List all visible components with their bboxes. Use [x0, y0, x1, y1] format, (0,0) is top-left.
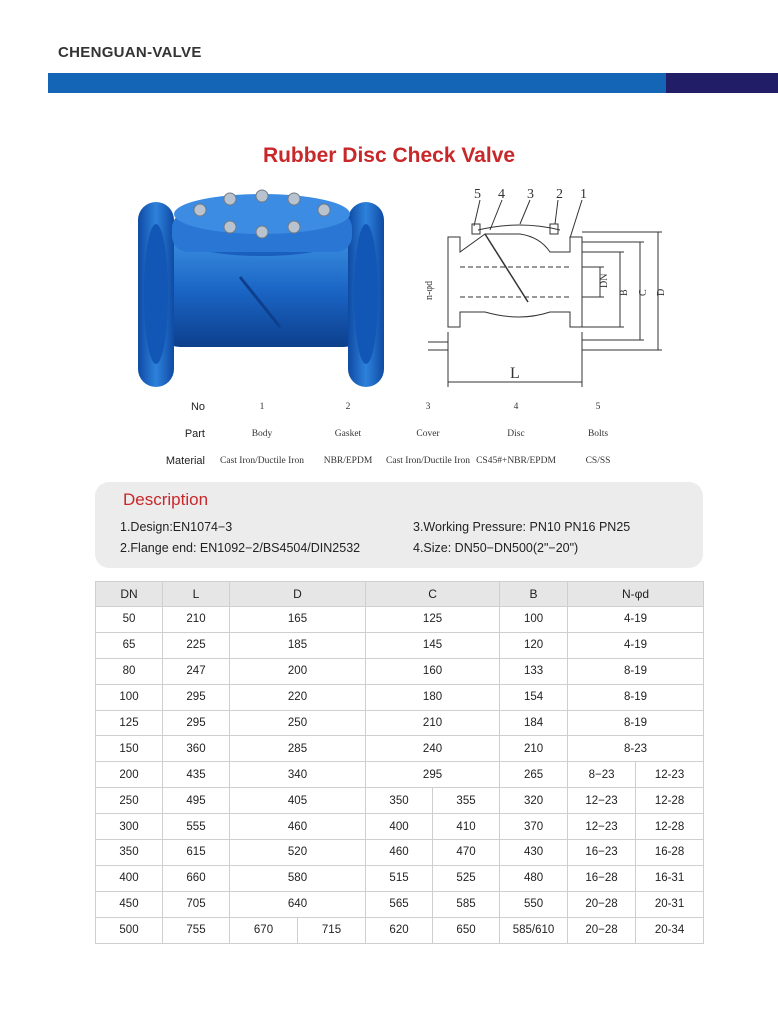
cell-d: 640: [230, 891, 366, 917]
cell-b: 100: [500, 607, 568, 633]
table-row: [96, 632, 704, 658]
part-no: 1: [259, 402, 265, 412]
cell-l: 495: [163, 788, 230, 814]
description-item: 2.Flange end: EN1092−2/BS4504/DIN2532: [120, 541, 361, 555]
parts-label-material: Material: [165, 455, 205, 467]
description-title: Description: [123, 490, 209, 509]
parts-list: [135, 395, 635, 476]
cell-dn: 350: [96, 840, 163, 866]
part-no: 4: [513, 402, 519, 412]
col-header-dn: DN: [96, 582, 163, 607]
cell-b: 120: [500, 632, 568, 658]
col-header-c: C: [366, 582, 500, 607]
cell-c: 145: [366, 632, 500, 658]
cell-c: 160: [366, 658, 500, 684]
cell-n-phi-d: 8−23: [568, 762, 636, 788]
col-header-l: L: [163, 582, 230, 607]
valve-section-drawing: [410, 182, 678, 394]
table-header-row: [96, 582, 704, 607]
cell-l: 225: [163, 632, 230, 658]
cell-c: 460: [366, 840, 433, 866]
cell-dn: 250: [96, 788, 163, 814]
cell-b: 430: [500, 840, 568, 866]
cell-n-phi-d: 20−28: [568, 917, 636, 943]
cell-d: 580: [230, 865, 366, 891]
cell-n-phi-d: 20-34: [636, 917, 704, 943]
description-item: 4.Size: DN50−DN500(2"−20"): [413, 541, 579, 555]
col-header-n-phi-d: N-φd: [568, 582, 704, 607]
cell-c: 515: [366, 865, 433, 891]
cell-n-phi-d: 12-23: [636, 762, 704, 788]
cell-d: 405: [230, 788, 366, 814]
cell-d: 715: [298, 917, 366, 943]
part-material: Cast Iron/Ductile Iron: [220, 456, 304, 466]
callout-2: 2: [556, 187, 563, 202]
cell-c: 295: [366, 762, 500, 788]
cell-n-phi-d: 20-31: [636, 891, 704, 917]
cell-l: 615: [163, 840, 230, 866]
cell-d: 520: [230, 840, 366, 866]
cell-n-phi-d: 8-23: [568, 736, 704, 762]
table-row: [96, 840, 704, 866]
table-row: [96, 814, 704, 840]
cell-d: 165: [230, 607, 366, 633]
part-material: CS/SS: [585, 456, 611, 466]
dim-d: D: [656, 288, 667, 296]
cell-c: 410: [433, 814, 500, 840]
table-row: [96, 891, 704, 917]
cell-n-phi-d: 4-19: [568, 632, 704, 658]
cell-l: 660: [163, 865, 230, 891]
header-band-blue: [48, 73, 666, 93]
cell-dn: 200: [96, 762, 163, 788]
table-row: [96, 736, 704, 762]
cell-b: 320: [500, 788, 568, 814]
callout-4: 4: [498, 187, 505, 202]
cell-dn: 125: [96, 710, 163, 736]
cell-n-phi-d: 16-31: [636, 865, 704, 891]
part-name: Cover: [416, 429, 440, 439]
cell-c: 400: [366, 814, 433, 840]
cell-l: 360: [163, 736, 230, 762]
table-row: [96, 788, 704, 814]
product-title: Rubber Disc Check Valve: [262, 144, 516, 167]
cell-c: 525: [433, 865, 500, 891]
cell-c: 210: [366, 710, 500, 736]
cell-c: 355: [433, 788, 500, 814]
part-name: Bolts: [587, 429, 609, 439]
cell-c: 620: [366, 917, 433, 943]
parts-label-part: Part: [184, 428, 205, 440]
cell-b: 370: [500, 814, 568, 840]
cell-l: 247: [163, 658, 230, 684]
cell-d: 285: [230, 736, 366, 762]
parts-row-part: [135, 422, 635, 449]
header-band-navy: [666, 73, 778, 93]
cell-l: 705: [163, 891, 230, 917]
cell-d: 200: [230, 658, 366, 684]
cell-b: 154: [500, 684, 568, 710]
table-row: [96, 658, 704, 684]
cell-b: 265: [500, 762, 568, 788]
part-name: Gasket: [334, 429, 362, 439]
parts-row-no: [135, 395, 635, 422]
cell-n-phi-d: 8-19: [568, 658, 704, 684]
dim-c: C: [638, 289, 649, 296]
cell-n-phi-d: 20−28: [568, 891, 636, 917]
cell-d: 460: [230, 814, 366, 840]
dim-b: B: [619, 289, 630, 296]
cell-n-phi-d: 8-19: [568, 710, 704, 736]
part-material: NBR/EPDM: [323, 456, 373, 466]
table-row: [96, 607, 704, 633]
dim-n-phi-d: n-φd: [424, 280, 435, 300]
cell-c: 585: [433, 891, 500, 917]
callout-1: 1: [580, 187, 587, 202]
cell-n-phi-d: 12-28: [636, 788, 704, 814]
part-no: 5: [595, 402, 601, 412]
cell-d: 670: [230, 917, 298, 943]
cell-d: 220: [230, 684, 366, 710]
cell-l: 435: [163, 762, 230, 788]
part-name: Disc: [507, 429, 525, 439]
parts-label-no: No: [190, 401, 205, 413]
cell-c: 180: [366, 684, 500, 710]
table-row: [96, 917, 704, 943]
cell-n-phi-d: 12-28: [636, 814, 704, 840]
cell-b: 133: [500, 658, 568, 684]
callout-5: 5: [474, 187, 481, 202]
cell-dn: 450: [96, 891, 163, 917]
cell-d: 250: [230, 710, 366, 736]
cell-d: 185: [230, 632, 366, 658]
cell-dn: 500: [96, 917, 163, 943]
cell-l: 210: [163, 607, 230, 633]
cell-c: 565: [366, 891, 433, 917]
cell-c: 125: [366, 607, 500, 633]
table-row: [96, 762, 704, 788]
cell-c: 240: [366, 736, 500, 762]
cell-c: 350: [366, 788, 433, 814]
part-name: Body: [251, 429, 273, 439]
table-row: [96, 684, 704, 710]
cell-n-phi-d: 4-19: [568, 607, 704, 633]
cell-l: 295: [163, 684, 230, 710]
description-item: 3.Working Pressure: PN10 PN16 PN25: [413, 520, 631, 534]
cell-d: 340: [230, 762, 366, 788]
col-header-b: B: [500, 582, 568, 607]
cell-l: 755: [163, 917, 230, 943]
table-row: [96, 865, 704, 891]
valve-photo: [130, 182, 392, 394]
part-material: CS45#+NBR/EPDM: [476, 456, 556, 466]
cell-n-phi-d: 8-19: [568, 684, 704, 710]
cell-n-phi-d: 16−28: [568, 865, 636, 891]
cell-n-phi-d: 12−23: [568, 788, 636, 814]
cell-dn: 400: [96, 865, 163, 891]
cell-dn: 100: [96, 684, 163, 710]
cell-n-phi-d: 16−23: [568, 840, 636, 866]
col-header-d: D: [230, 582, 366, 607]
table-row: [96, 710, 704, 736]
brand-name: CHENGUAN-VALVE: [58, 44, 202, 61]
cell-c: 470: [433, 840, 500, 866]
dim-l: L: [510, 365, 520, 382]
cell-l: 295: [163, 710, 230, 736]
cell-b: 480: [500, 865, 568, 891]
parts-row-material: [135, 449, 635, 476]
cell-c: 650: [433, 917, 500, 943]
description-item: 1.Design:EN1074−3: [120, 520, 233, 534]
cell-dn: 65: [96, 632, 163, 658]
cell-l: 555: [163, 814, 230, 840]
cell-b: 210: [500, 736, 568, 762]
cell-dn: 150: [96, 736, 163, 762]
dimension-table: [95, 581, 704, 944]
cell-b: 550: [500, 891, 568, 917]
part-material: Cast Iron/Ductile Iron: [386, 456, 470, 466]
callout-3: 3: [527, 187, 534, 202]
cell-dn: 300: [96, 814, 163, 840]
description-panel: [95, 482, 703, 568]
cell-dn: 80: [96, 658, 163, 684]
cell-b: 184: [500, 710, 568, 736]
cell-b: 585/610: [500, 917, 568, 943]
dim-dn: DN: [599, 273, 610, 288]
cell-n-phi-d: 12−23: [568, 814, 636, 840]
cell-n-phi-d: 16-28: [636, 840, 704, 866]
cell-dn: 50: [96, 607, 163, 633]
part-no: 2: [345, 402, 351, 412]
part-no: 3: [425, 402, 431, 412]
